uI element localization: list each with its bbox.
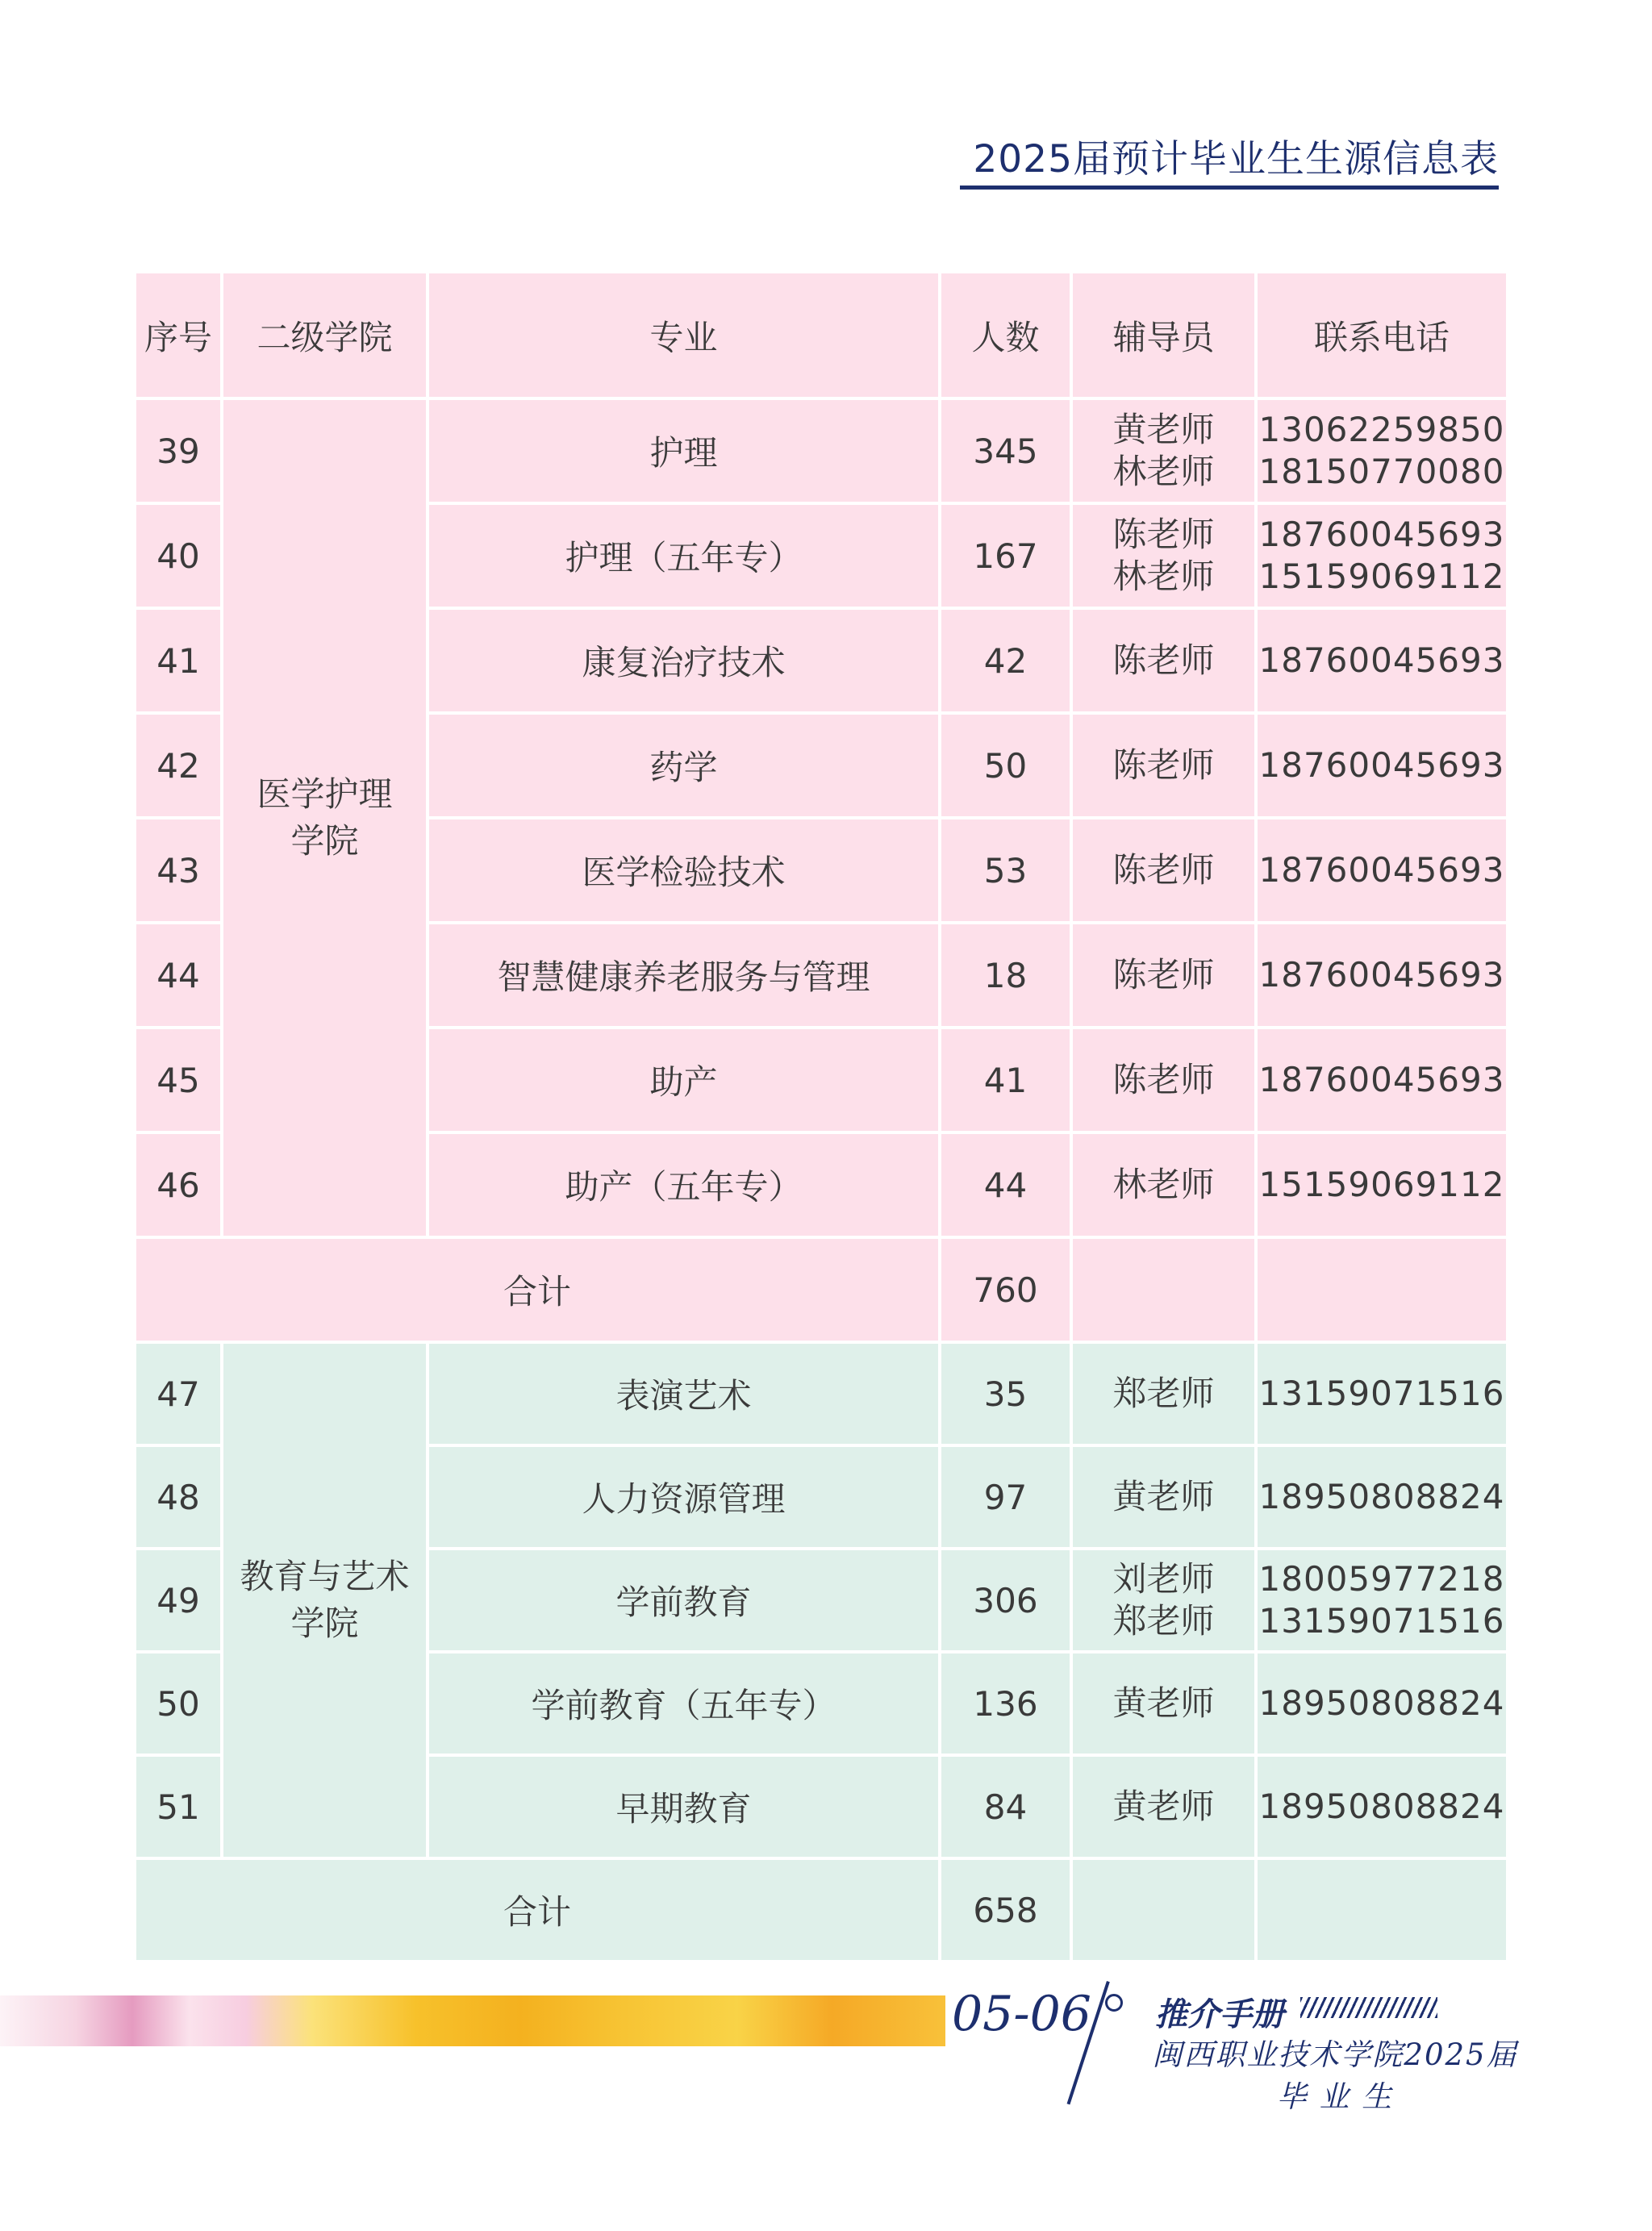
count-cell: 84 (940, 1755, 1071, 1858)
row-number: 44 (135, 923, 222, 1028)
handbook-label: 推介手册 (1155, 1996, 1284, 2033)
count-cell: 35 (940, 1342, 1071, 1445)
phone-number: 18760045693 (1258, 515, 1505, 554)
phone-cell (1256, 1132, 1508, 1237)
advisor-name: 林老师 (1112, 1165, 1215, 1204)
header-advisor: 辅导员 (1071, 272, 1256, 398)
table-row (135, 1342, 1508, 1445)
advisor-name: 陈老师 (1112, 640, 1215, 680)
hatch-decoration (1300, 1997, 1437, 2018)
advisor-cell (1071, 1652, 1256, 1755)
advisor-name: 郑老师 (1112, 1374, 1215, 1413)
phone-number: 15159069112 (1258, 1165, 1505, 1204)
row-number: 48 (135, 1445, 222, 1549)
header-phone: 联系电话 (1256, 272, 1508, 398)
major-cell: 人力资源管理 (428, 1445, 940, 1549)
advisor-cell (1071, 503, 1256, 608)
decorative-flower-band (0, 1995, 945, 2046)
header-major: 专业 (428, 272, 940, 398)
row-number: 42 (135, 713, 222, 818)
school-name (1145, 2034, 1525, 2118)
advisor-cell (1071, 608, 1256, 713)
phone-cell (1256, 1028, 1508, 1132)
phone-number: 18950808824 (1258, 1683, 1505, 1723)
count-cell: 306 (940, 1549, 1071, 1652)
row-number: 40 (135, 503, 222, 608)
total-row (135, 1858, 1508, 1962)
phone-cell (1256, 1549, 1508, 1652)
major-cell: 护理（五年专） (428, 503, 940, 608)
major-cell: 智慧健康养老服务与管理 (428, 923, 940, 1028)
phone-number: 13159071516 (1258, 1374, 1505, 1413)
total-label: 合计 (135, 1858, 940, 1962)
count-cell: 136 (940, 1652, 1071, 1755)
advisor-cell (1071, 923, 1256, 1028)
advisor-cell (1071, 818, 1256, 923)
count-cell: 18 (940, 923, 1071, 1028)
advisor-cell (1071, 1132, 1256, 1237)
advisor-name: 黄老师 (1112, 410, 1215, 449)
count-cell: 97 (940, 1445, 1071, 1549)
college-name-line: 教育与艺术 (240, 1557, 410, 1596)
school-line-2: 毕 业 生 (1276, 2079, 1394, 2114)
count-cell: 167 (940, 503, 1071, 608)
graduate-table (133, 270, 1509, 1963)
header-count: 人数 (940, 272, 1071, 398)
row-number: 39 (135, 398, 222, 503)
row-number: 47 (135, 1342, 222, 1445)
advisor-cell (1071, 1028, 1256, 1132)
college-cell (222, 398, 428, 1237)
advisor-name: 黄老师 (1112, 1787, 1215, 1826)
major-cell: 学前教育（五年专） (428, 1652, 940, 1755)
major-cell: 表演艺术 (428, 1342, 940, 1445)
major-cell: 医学检验技术 (428, 818, 940, 923)
phone-cell (1256, 1342, 1508, 1445)
advisor-name: 陈老师 (1112, 1060, 1215, 1099)
phone-cell (1256, 1652, 1508, 1755)
row-number: 51 (135, 1755, 222, 1858)
empty-cell (1071, 1858, 1256, 1962)
header-no: 序号 (135, 272, 222, 398)
advisor-name: 陈老师 (1112, 850, 1215, 890)
major-cell: 药学 (428, 713, 940, 818)
phone-number: 13159071516 (1258, 1601, 1505, 1641)
advisor-name: 林老师 (1112, 557, 1215, 596)
count-cell: 50 (940, 713, 1071, 818)
advisor-name: 陈老师 (1112, 745, 1215, 785)
total-row (135, 1237, 1508, 1342)
phone-cell (1256, 1755, 1508, 1858)
row-number: 49 (135, 1549, 222, 1652)
phone-cell (1256, 923, 1508, 1028)
advisor-cell (1071, 713, 1256, 818)
major-cell: 早期教育 (428, 1755, 940, 1858)
empty-cell (1071, 1237, 1256, 1342)
page-numbers: 05-06 (952, 1986, 1091, 2042)
advisor-cell (1071, 1755, 1256, 1858)
ring-icon (1105, 1994, 1123, 2012)
college-cell (222, 1342, 428, 1858)
phone-number: 18150770080 (1258, 452, 1505, 491)
row-number: 45 (135, 1028, 222, 1132)
advisor-cell (1071, 1445, 1256, 1549)
advisor-name: 黄老师 (1112, 1683, 1215, 1723)
college-name-line: 学院 (290, 1603, 359, 1643)
major-cell: 助产（五年专） (428, 1132, 940, 1237)
header-college: 二级学院 (222, 272, 428, 398)
count-cell: 42 (940, 608, 1071, 713)
advisor-name: 林老师 (1112, 452, 1215, 491)
phone-cell (1256, 398, 1508, 503)
row-number: 41 (135, 608, 222, 713)
empty-cell (1256, 1237, 1508, 1342)
total-count: 658 (940, 1858, 1071, 1962)
phone-number: 18760045693 (1258, 745, 1505, 785)
page-title: 2025届预计毕业生生源信息表 (973, 137, 1499, 181)
phone-number: 18005977218 (1258, 1559, 1505, 1599)
advisor-name: 陈老师 (1112, 515, 1215, 554)
table-row (135, 398, 1508, 503)
phone-cell (1256, 608, 1508, 713)
row-number: 46 (135, 1132, 222, 1237)
phone-number: 18760045693 (1258, 1060, 1505, 1099)
advisor-name: 刘老师 (1112, 1559, 1215, 1599)
table-header-row (135, 272, 1508, 398)
phone-number: 15159069112 (1258, 557, 1505, 596)
major-cell: 助产 (428, 1028, 940, 1132)
phone-cell (1256, 713, 1508, 818)
phone-number: 18760045693 (1258, 955, 1505, 995)
major-cell: 学前教育 (428, 1549, 940, 1652)
phone-number: 13062259850 (1258, 410, 1505, 449)
advisor-name: 郑老师 (1112, 1601, 1215, 1641)
advisor-name: 黄老师 (1112, 1477, 1215, 1516)
phone-number: 18760045693 (1258, 850, 1505, 890)
phone-cell (1256, 1445, 1508, 1549)
phone-number: 18760045693 (1258, 640, 1505, 680)
count-cell: 41 (940, 1028, 1071, 1132)
advisor-name: 陈老师 (1112, 955, 1215, 995)
major-cell: 康复治疗技术 (428, 608, 940, 713)
count-cell: 345 (940, 398, 1071, 503)
phone-cell (1256, 503, 1508, 608)
college-name-line: 医学护理 (257, 774, 393, 814)
major-cell: 护理 (428, 398, 940, 503)
advisor-cell (1071, 1342, 1256, 1445)
total-count: 760 (940, 1237, 1071, 1342)
count-cell: 44 (940, 1132, 1071, 1237)
phone-cell (1256, 818, 1508, 923)
empty-cell (1256, 1858, 1508, 1962)
total-label: 合计 (135, 1237, 940, 1342)
row-number: 43 (135, 818, 222, 923)
advisor-cell (1071, 398, 1256, 503)
count-cell: 53 (940, 818, 1071, 923)
college-name-line: 学院 (290, 821, 359, 861)
school-line-1: 闽西职业技术学院2025届 (1152, 2037, 1518, 2072)
phone-number: 18950808824 (1258, 1787, 1505, 1826)
advisor-cell (1071, 1549, 1256, 1652)
title-underline (960, 186, 1499, 190)
table-body (135, 398, 1508, 1962)
row-number: 50 (135, 1652, 222, 1755)
phone-number: 18950808824 (1258, 1477, 1505, 1516)
